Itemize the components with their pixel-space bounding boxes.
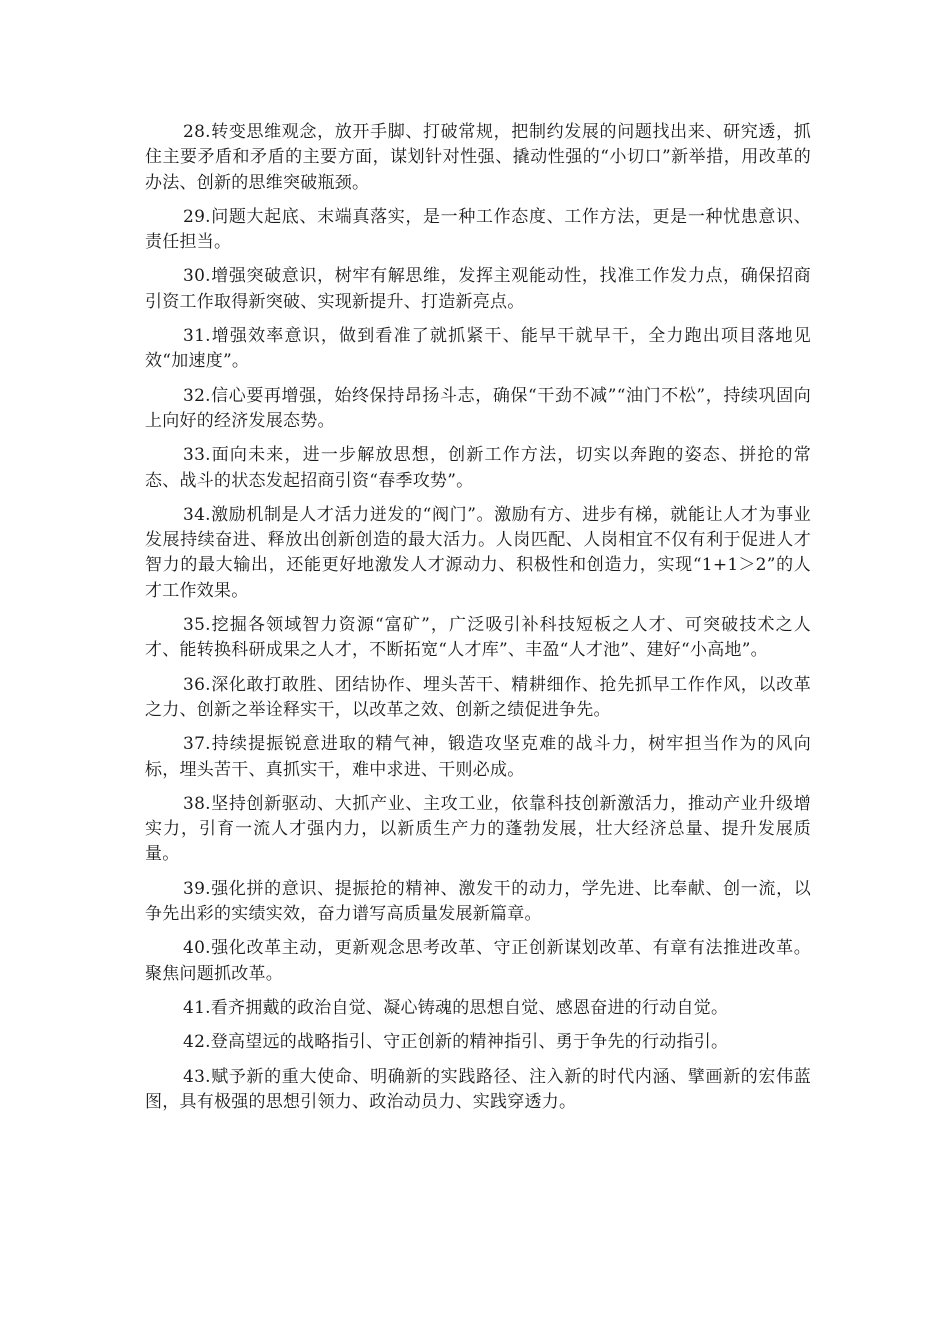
paragraph-43: 43.赋予新的重大使命、明确新的实践路径、注入新的时代内涵、擘画新的宏伟蓝图，具有极强的思想引领力、政治动员力、实践穿透力。: [145, 1066, 811, 1112]
paragraph-34: 34.激励机制是人才活力迸发的“阀门”。激励有方、进步有梯，就能让人才为事业发展持续奋进、释放出创新创造的最大活力。人岗匹配、人岗相宜不仅有利于促进人才智力的最大输出，还能更好地激发人才源动力、积极性和创造力，实现“1+1＞2”的人才工作效果。: [145, 504, 811, 601]
paragraph-42: 42.登高望远的战略指引、守正创新的精神指引、勇于争先的行动指引。: [183, 1032, 729, 1053]
paragraph-28: 28.转变思维观念，放开手脚、打破常规，把制约发展的问题找出来、研究透，抓住主要矛盾和矛盾的主要方面，谋划针对性强、撬动性强的“小切口”新举措，用改革的办法、创新的思维突破瓶颈。: [145, 122, 811, 193]
paragraph-36: 36.深化敢打敢胜、团结协作、埋头苦干、精耕细作、抢先抓早工作作风，以改革之力、创新之举诠释实干，以改革之效、创新之绩促进争先。: [145, 674, 811, 720]
paragraph-37: 37.持续提振锐意进取的精气神，锻造攻坚克难的战斗力，树牢担当作为的风向标，埋头苦干、真抓实干，难中求进、干则必成。: [145, 734, 811, 780]
paragraph-41: 41.看齐拥戴的政治自觉、凝心铸魂的思想自觉、感恩奋进的行动自觉。: [183, 997, 729, 1018]
paragraph-40: 40.强化改革主动，更新观念思考改革、守正创新谋划改革、有章有法推进改革。聚焦问题抓改革。: [145, 938, 811, 984]
paragraph-32: 32.信心要再增强，始终保持昂扬斗志，确保“干劲不减”“油门不松”，持续巩固向上向好的经济发展态势。: [145, 385, 811, 431]
paragraph-31: 31.增强效率意识，做到看准了就抓紧干、能早干就早干，全力跑出项目落地见效“加速度”。: [145, 326, 811, 372]
paragraph-30: 30.增强突破意识，树牢有解思维，发挥主观能动性，找准工作发力点，确保招商引资工作取得新突破、实现新提升、打造新亮点。: [145, 266, 811, 312]
paragraph-39: 39.强化拼的意识、提振抢的精神、激发干的动力，学先进、比奉献、创一流，以争先出彩的实绩实效，奋力谱写高质量发展新篇章。: [145, 878, 811, 925]
document-page: [145, 120, 811, 1124]
paragraph-35: 35.挖掘各领域智力资源“富矿”，广泛吸引补科技短板之人才、可突破技术之人才、能转换科研成果之人才，不断拓宽“人才库”、丰盈“人才池”、建好“小高地”。: [145, 615, 811, 661]
paragraph-29: 29.问题大起底、末端真落实，是一种工作态度、工作方法，更是一种忧患意识、责任担当。: [145, 206, 811, 253]
paragraph-38: 38.坚持创新驱动、大抓产业、主攻工业，依靠科技创新激活力，推动产业升级增实力，引育一流人才强内力，以新质生产力的蓬勃发展，壮大经济总量、提升发展质量。: [145, 793, 811, 865]
paragraph-33: 33.面向未来，进一步解放思想，创新工作方法，切实以奔跑的姿态、拼抢的常态、战斗的状态发起招商引资“春季攻势”。: [145, 445, 811, 491]
